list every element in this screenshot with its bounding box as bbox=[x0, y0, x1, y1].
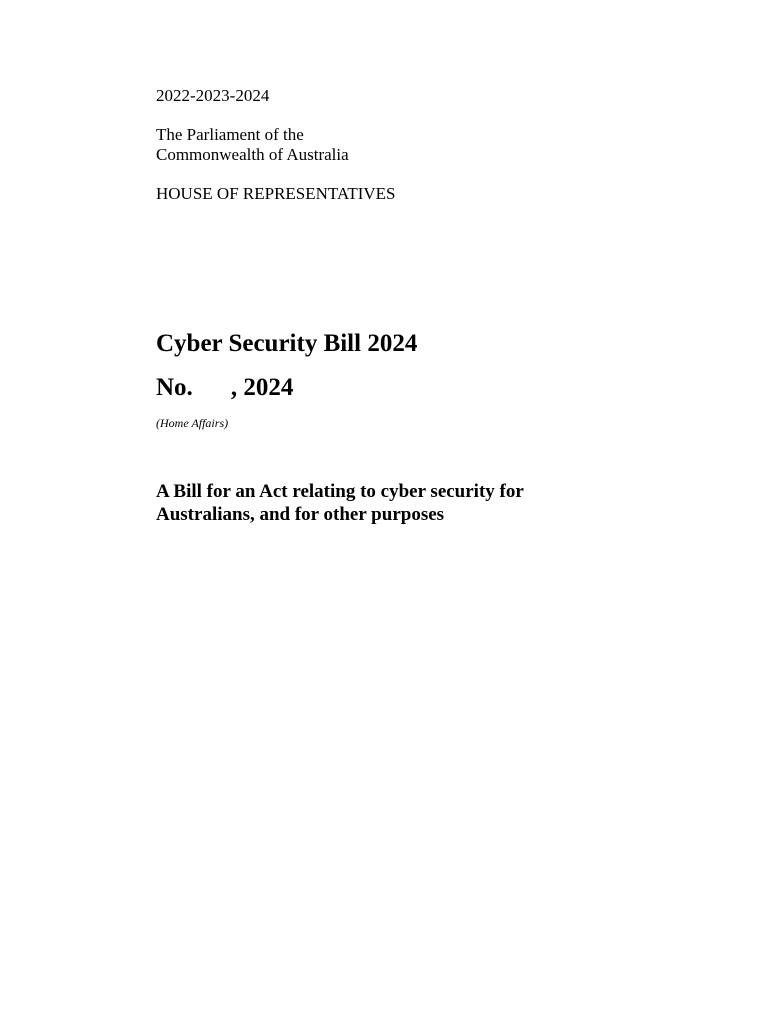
parliament-name bbox=[156, 125, 349, 165]
long-title-line-2: Australians, and for other purposes bbox=[156, 504, 445, 525]
bill-number-prefix: No. bbox=[156, 374, 193, 401]
bill-number-year: , 2024 bbox=[230, 374, 294, 401]
portfolio-note: (Home Affairs) bbox=[156, 416, 229, 430]
bill-number bbox=[156, 373, 293, 403]
parliament-years: 2022-2023-2024 bbox=[156, 86, 270, 105]
long-title bbox=[156, 480, 524, 526]
long-title-line-1: A Bill for an Act relating to cyber security for bbox=[156, 481, 524, 502]
bill-title: Cyber Security Bill 2024 bbox=[156, 330, 418, 357]
parliament-name-line-1: The Parliament of the bbox=[156, 125, 304, 144]
chamber-name: HOUSE OF REPRESENTATIVES bbox=[156, 184, 396, 203]
parliament-name-line-2: Commonwealth of Australia bbox=[156, 145, 349, 164]
